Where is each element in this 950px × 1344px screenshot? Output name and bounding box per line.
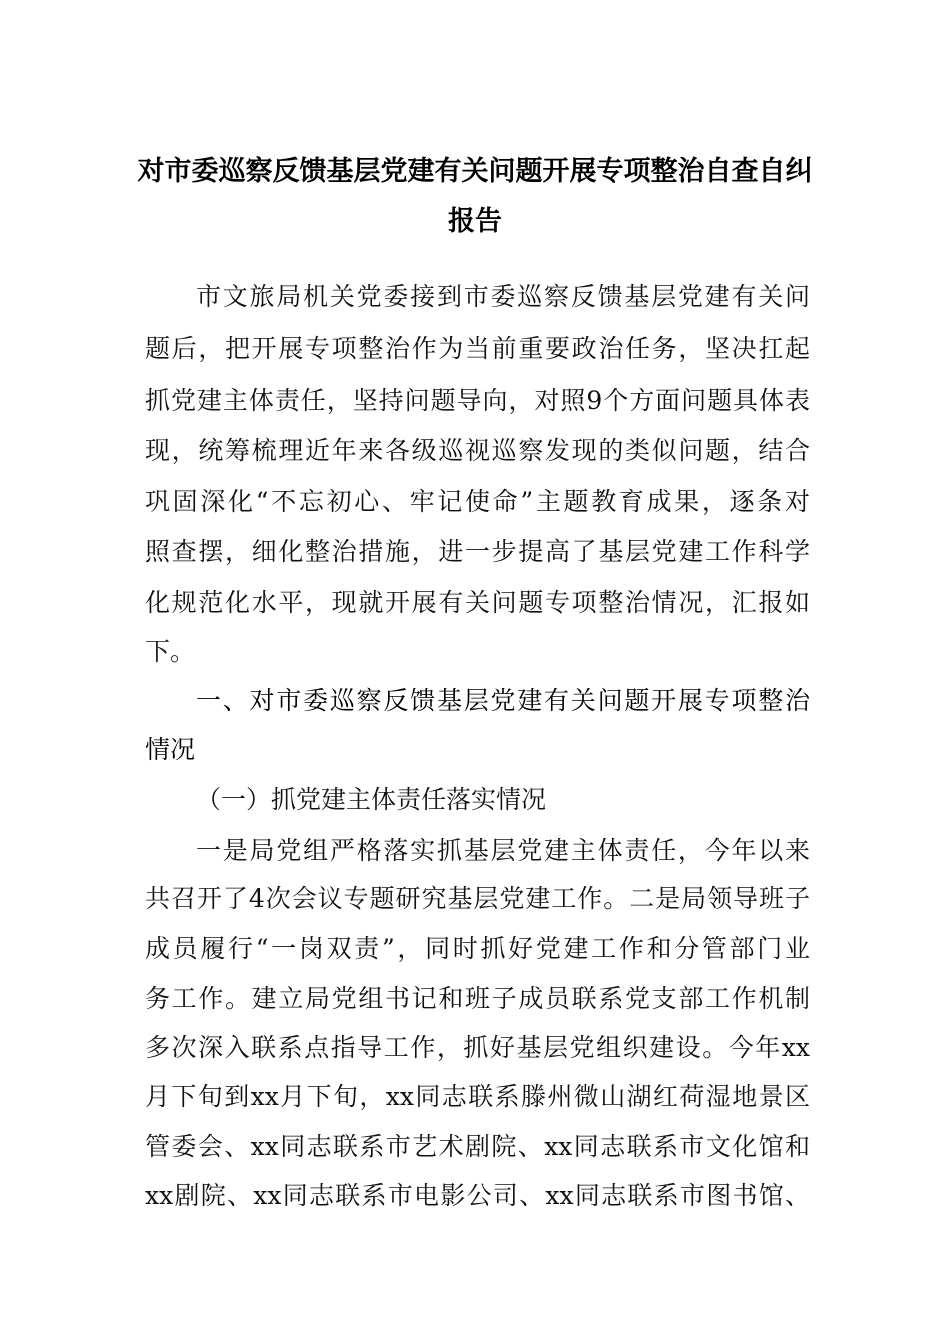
section-1-heading-continued: 情况 — [145, 735, 196, 764]
intro-paragraph-line: 照查摆，细化整治措施，进一步提高了基层党建工作科学 — [145, 537, 810, 566]
document-title-line-1: 对市委巡察反馈基层党建有关问题开展专项整治自查自纠 — [137, 156, 813, 187]
intro-paragraph-line: 化规范化水平，现就开展有关问题专项整治情况，汇报如 — [145, 588, 810, 617]
body-paragraph-line: 多次深入联系点指导工作，抓好基层党组织建设。今年xx — [145, 1033, 810, 1062]
section-1-heading: 一、对市委巡察反馈基层党建有关问题开展专项整治 — [196, 686, 810, 715]
intro-paragraph-line: 市文旅局机关党委接到市委巡察反馈基层党建有关问 — [196, 282, 810, 311]
intro-paragraph-line: 巩固深化“不忘初心、牢记使命”主题教育成果，逐条对 — [145, 487, 810, 516]
intro-paragraph-line: 题后，把开展专项整治作为当前重要政治任务，坚决扛起 — [145, 334, 810, 363]
intro-paragraph-line: 下。 — [145, 637, 196, 666]
document-title-line-2: 报告 — [448, 206, 502, 237]
intro-paragraph-line: 现，统筹梳理近年来各级巡视巡察发现的类似问题，结合 — [145, 436, 810, 465]
subsection-1-heading: （一）抓党建主体责任落实情况 — [196, 785, 547, 814]
body-paragraph-line: xx剧院、xx同志联系市电影公司、xx同志联系市图书馆、 — [145, 1181, 810, 1210]
intro-paragraph-line: 抓党建主体责任，坚持问题导向，对照9个方面问题具体表 — [145, 386, 810, 415]
body-paragraph-line: 管委会、xx同志联系市艺术剧院、xx同志联系市文化馆和 — [145, 1132, 810, 1161]
body-paragraph-line: 一是局党组严格落实抓基层党建主体责任，今年以来 — [196, 836, 810, 865]
body-paragraph-line: 成员履行“一岗双责”，同时抓好党建工作和分管部门业 — [145, 934, 810, 963]
body-paragraph-line: 务工作。建立局党组书记和班子成员联系党支部工作机制 — [145, 984, 810, 1013]
body-paragraph-line: 月下旬到xx月下旬，xx同志联系滕州微山湖红荷湿地景区 — [145, 1082, 810, 1111]
body-paragraph-line: 共召开了4次会议专题研究基层党建工作。二是局领导班子 — [145, 884, 810, 913]
